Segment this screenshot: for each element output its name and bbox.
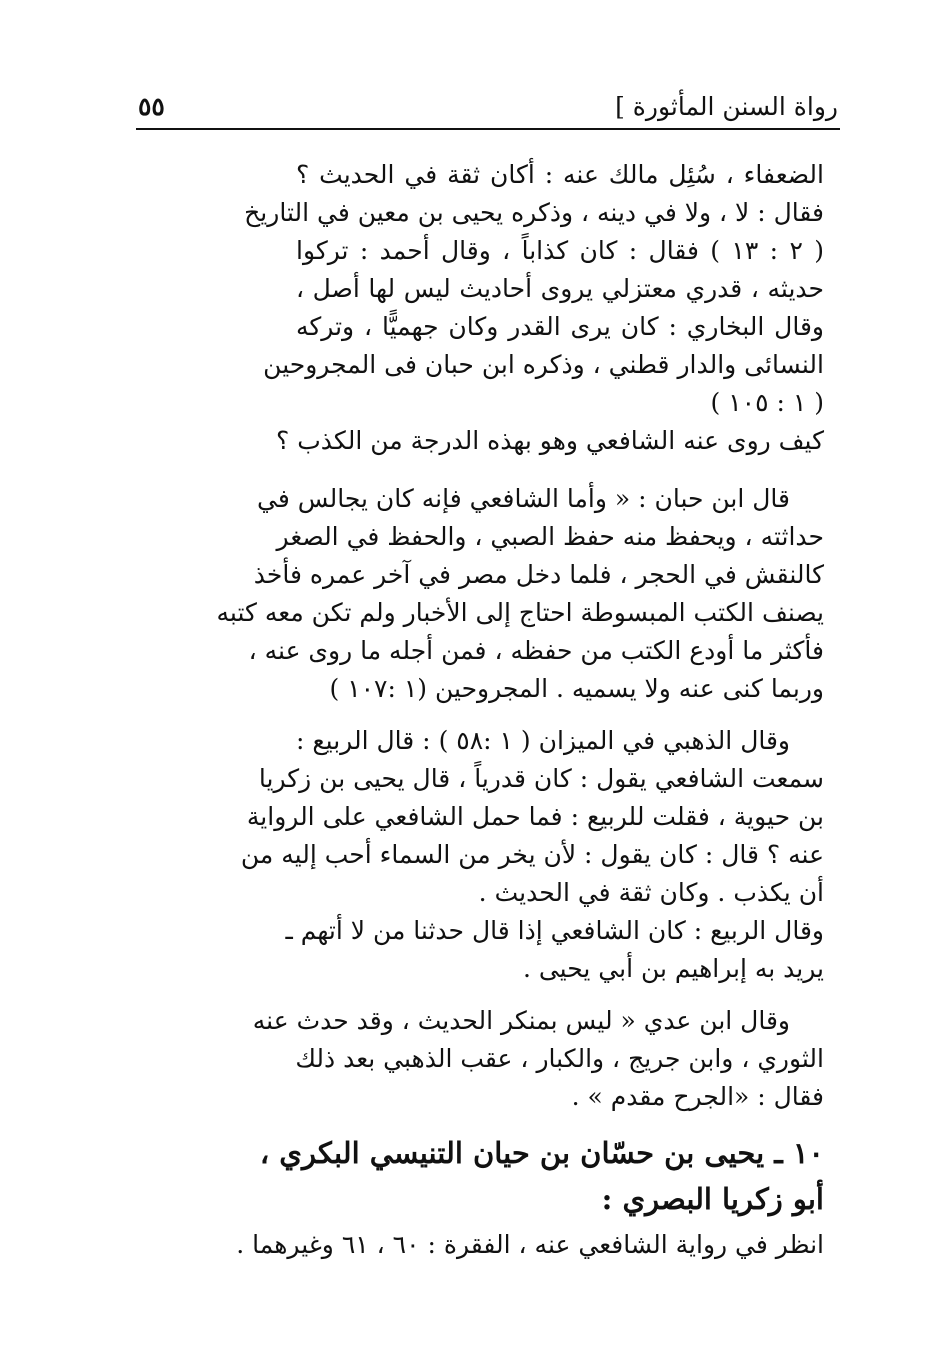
spacer — [296, 708, 824, 722]
text-line: عنه ؟ قال : كان يقول : لأن يخر من السماء أحب إليه من — [240, 840, 824, 869]
text-line: قال ابن حبان : « وأما الشافعي فإنه كان يجالس في — [257, 484, 790, 513]
spacer — [296, 988, 824, 1002]
text-line: سمعت الشافعي يقول : كان قدرياً ، قال يحيى بن زكريا — [258, 764, 824, 793]
text-line: يريد به إبراهيم بن أبي يحيى . — [522, 954, 824, 983]
text-line: النسائى والدار قطني ، وذكره ابن حبان فى المجروحين — [263, 350, 824, 379]
paragraph — [240, 722, 824, 988]
running-header — [136, 92, 840, 126]
text-line: أن يكذب . وكان ثقة في الحديث . — [478, 878, 824, 907]
text-line: وقال ابن عدي « ليس بمنكر الحديث ، وقد حدث عنه — [252, 1006, 790, 1035]
text-line: الثوري ، وابن جريج ، والكبار ، عقب الذهبي بعد ذلك — [295, 1044, 824, 1073]
paragraph — [216, 480, 824, 708]
entry-heading-line: ١٠ ـ يحيى بن حسّان بن حيان التنيسي البكري ، — [259, 1136, 824, 1170]
page-number: ٥٥ — [138, 92, 165, 121]
text-line: فقال : «الجرح مقدم » . — [571, 1082, 824, 1111]
text-line: وربما كنى عنه ولا يسميه . المجروحين (١ :١٠٧ ) — [329, 674, 824, 703]
text-line: ( ٢ : ١٣ ) فقال : كان كذاباً ، وقال أحمد : تركوا — [296, 236, 824, 265]
paragraph — [252, 1002, 824, 1116]
text-line: وقال البخاري : كان يرى القدر وكان جهميًّا ، وتركه — [296, 312, 824, 341]
paragraph — [244, 156, 824, 422]
header-title: رواة السنن المأثورة ] — [615, 92, 838, 121]
text-line: كالنقش في الحجر ، فلما دخل مصر في آخر عمره فأخذ — [253, 560, 824, 589]
entry-heading-line: أبو زكريا البصري : — [601, 1182, 824, 1216]
text-line: بن حيوية ، فقلت للربيع : فما حمل الشافعي على الرواية — [246, 802, 824, 831]
text-line: فقال : لا ، ولا في دينه ، وذكره يحيى بن معين في التاريخ — [244, 198, 824, 227]
text-line: وقال الربيع : كان الشافعي إذا قال حدثنا من لا أتهم ـ — [285, 916, 824, 945]
page-body — [216, 156, 824, 1264]
spacer — [296, 460, 824, 480]
header-rule — [136, 128, 840, 130]
text-line: يصنف الكتب المبسوطة احتاج إلى الأخبار ولم تكن معه كتبه — [216, 598, 824, 627]
question-paragraph — [276, 422, 824, 460]
entry-heading — [259, 1130, 824, 1222]
text-line: كيف روى عنه الشافعي وهو بهذه الدرجة من الكذب ؟ — [276, 426, 824, 455]
text-line: حديثه ، قدري معتزلي يروى أحاديث ليس لها أصل ، — [296, 274, 824, 303]
text-line: حداثته ، ويحفظ منه حفظ الصبي ، والحفظ في الصغر — [276, 522, 824, 551]
text-line: فأكثر ما أودع الكتب من حفظه ، فمن أجله ما روى عنه ، — [248, 636, 824, 665]
spacer — [296, 1116, 824, 1130]
text-line: ( ١ : ١٠٥ ) — [710, 388, 824, 417]
entry-note: انظر في رواية الشافعي عنه ، الفقرة : ٦٠ ، ٦١ وغيرهما . — [236, 1230, 824, 1259]
text-line: وقال الذهبي في الميزان ( ١ :٥٨ ) : قال الربيع : — [296, 726, 791, 755]
text-line: الضعفاء ، سُئِل مالك عنه : أكان ثقة في الحديث ؟ — [296, 160, 824, 189]
